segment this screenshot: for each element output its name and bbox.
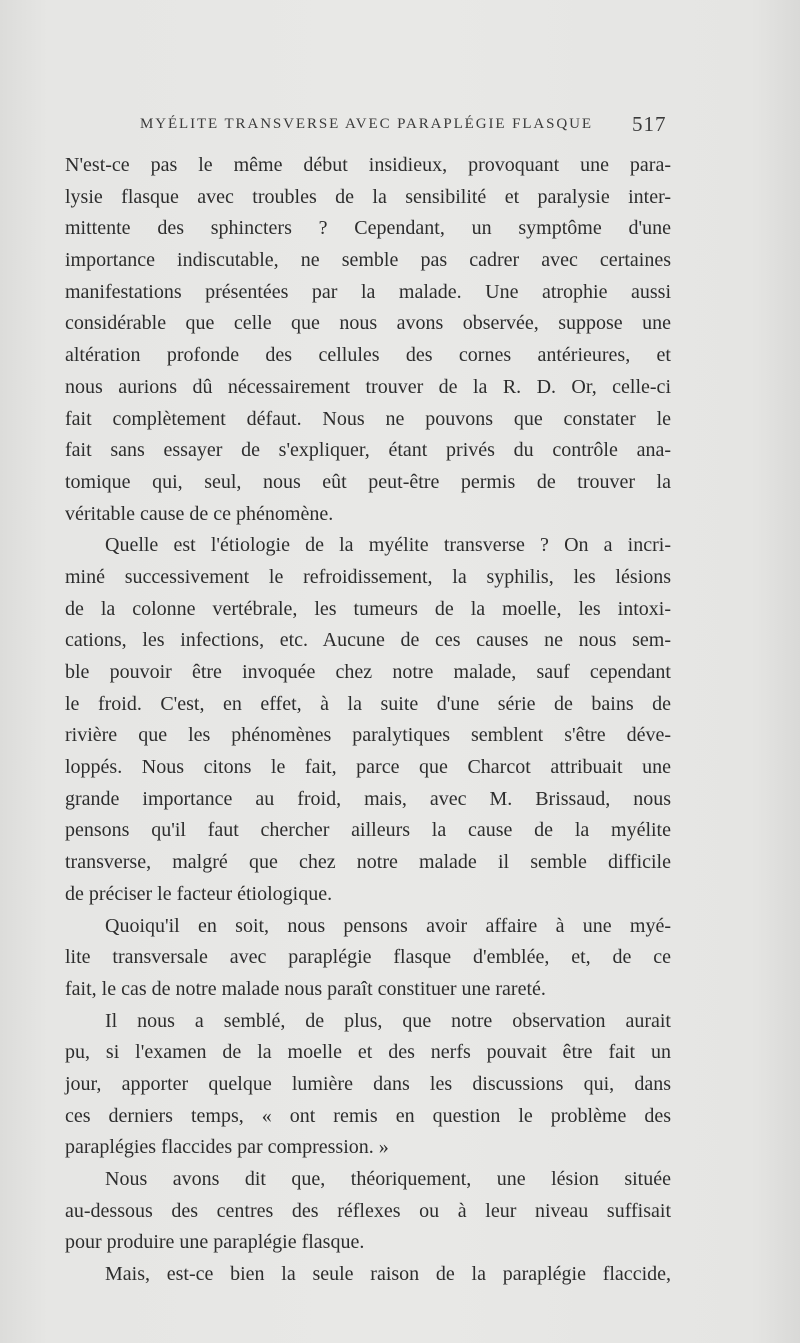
text-line: au-dessous des centres des réflexes ou à leur niveau suffisait bbox=[65, 1199, 671, 1222]
text-line: tomique qui, seul, nous eût peut-être permis de trouver la bbox=[65, 470, 671, 493]
page-header bbox=[0, 112, 800, 142]
text-line: véritable cause de ce phénomène. bbox=[65, 502, 334, 525]
text-line: grande importance au froid, mais, avec M. Brissaud, nous bbox=[65, 787, 671, 810]
text-line: rivière que les phénomènes paralytiques semblent s'être déve- bbox=[65, 724, 671, 747]
text-line: loppés. Nous citons le fait, parce que Charcot attribuait une bbox=[65, 756, 671, 779]
page-number: 517 bbox=[632, 112, 667, 136]
text-line: pensons qu'il faut chercher ailleurs la cause de la myélite bbox=[65, 819, 671, 842]
text-line: N'est-ce pas le même début insidieux, provoquant une para- bbox=[65, 154, 671, 176]
text-line: manifestations présentées par la malade. Une atrophie aussi bbox=[65, 280, 671, 303]
text-line: le froid. C'est, en effet, à la suite d'une série de bains de bbox=[65, 692, 671, 715]
text-line: de la colonne vertébrale, les tumeurs de la moelle, les intoxi- bbox=[65, 597, 671, 620]
text-line: ble pouvoir être invoquée chez notre malade, sauf cependant bbox=[65, 661, 671, 683]
running-title: MYÉLITE TRANSVERSE AVEC PARAPLÉGIE FLASQUE bbox=[140, 116, 593, 132]
text-line: jour, apporter quelque lumière dans les discussions qui, dans bbox=[65, 1072, 671, 1095]
text-line: nous aurions dû nécessairement trouver de la R. D. Or, celle-ci bbox=[65, 375, 671, 398]
text-line: Il nous a semblé, de plus, que notre observation aurait bbox=[105, 1009, 671, 1032]
text-line: paraplégies flaccides par compression. » bbox=[65, 1136, 389, 1159]
text-line: mittente des sphincters ? Cependant, un symptôme d'une bbox=[65, 217, 671, 240]
text-line: Nous avons dit que, théoriquement, une lésion située bbox=[105, 1168, 671, 1190]
text-line: transverse, malgré que chez notre malade il semble difficile bbox=[65, 851, 671, 874]
text-line: Mais, est-ce bien la seule raison de la paraplégie flaccide, bbox=[105, 1263, 671, 1286]
text-line: fait complètement défaut. Nous ne pouvons que constater le bbox=[65, 407, 671, 430]
text-line: altération profonde des cellules des cornes antérieures, et bbox=[65, 344, 671, 367]
text-line: ces derniers temps, « ont remis en question le problème des bbox=[65, 1104, 671, 1127]
text-line: lite transversale avec paraplégie flasque d'emblée, et, de ce bbox=[65, 946, 671, 969]
text-line: cations, les infections, etc. Aucune de ces causes ne nous sem- bbox=[65, 629, 671, 652]
text-line: Quoiqu'il en soit, nous pensons avoir affaire à une myé- bbox=[105, 914, 671, 937]
text-line: lysie flasque avec troubles de la sensibilité et paralysie inter- bbox=[65, 185, 671, 208]
text-line: pour produire une paraplégie flasque. bbox=[65, 1231, 365, 1254]
text-line: fait sans essayer de s'expliquer, étant privés du contrôle ana- bbox=[65, 439, 671, 462]
text-line: de préciser le facteur étiologique. bbox=[65, 882, 333, 905]
text-line: pu, si l'examen de la moelle et des nerfs pouvait être fait un bbox=[65, 1041, 671, 1064]
text-line: fait, le cas de notre malade nous paraît constituer une rareté. bbox=[65, 977, 546, 1000]
text-line: considérable que celle que nous avons observée, suppose une bbox=[65, 312, 671, 335]
text-line: importance indiscutable, ne semble pas cadrer avec certaines bbox=[65, 249, 671, 272]
text-line: miné successivement le refroidissement, la syphilis, les lésions bbox=[65, 565, 671, 588]
text-line: Quelle est l'étiologie de la myélite transverse ? On a incri- bbox=[105, 534, 671, 557]
body-text bbox=[65, 150, 671, 1291]
